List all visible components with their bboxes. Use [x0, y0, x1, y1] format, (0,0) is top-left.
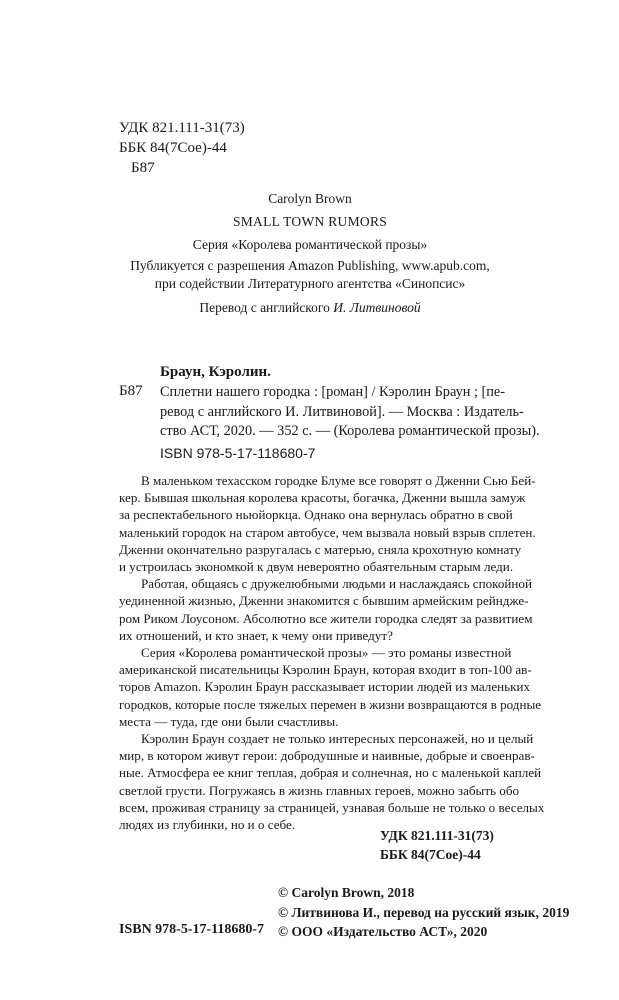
catalog-isbn: ISBN 978-5-17-118680-7 — [160, 445, 316, 461]
catalog-description — [160, 383, 540, 442]
annotation-line: места — туда, где они были счастливы. — [119, 713, 339, 729]
copyright-block — [278, 883, 569, 942]
catalog-author-mark: Б87 — [119, 383, 143, 399]
bottom-udk-code: УДК 821.111-31(73) — [380, 828, 494, 843]
catalog-line: ревод с английского И. Литвиновой]. — Москва : Издатель- — [160, 403, 524, 420]
annotation-line: В маленьком техасском городке Блуме все говорят о Дженни Сью Бей- — [141, 473, 536, 488]
catalog-heading: Браун, Кэролин. — [160, 364, 271, 380]
translator-name: И. Литвиновой — [333, 300, 421, 315]
copyright-line: © Литвинова И., перевод на русский язык, 2019 — [278, 904, 570, 920]
permission-line-1: Публикуется с разрешения Amazon Publishing, www.apub.com, — [130, 258, 490, 273]
udk-code: УДК 821.111-31(73) — [119, 120, 245, 136]
annotation-text — [119, 472, 545, 833]
catalog-line: Сплетни нашего городка : [роман] / Кэролин Браун ; [пе- — [160, 384, 506, 400]
bottom-classification — [380, 826, 494, 864]
annotation-line: и устроилась экономкой к двум невероятно обаятельным старым леди. — [119, 559, 514, 575]
bbk-code: ББК 84(7Сое)-44 — [119, 140, 227, 156]
classification-block — [119, 118, 319, 178]
original-author: Carolyn Brown — [268, 191, 352, 206]
annotation-line: Работая, общаясь с дружелюбными людьми и наслаждаясь спокойной — [141, 576, 532, 592]
bottom-isbn: ISBN 978-5-17-118680-7 — [119, 922, 265, 937]
annotation-line: ные. Атмосфера ее книг теплая, добрая и солнечная, но с маленькой каплей — [119, 765, 542, 781]
annotation-line: уединенной жизнью, Дженни знакомится с бывшим армейским рейндже- — [119, 593, 529, 609]
annotation-line: маленький городок на старом автобусе, чем вызвала новый взрыв сплетен. — [119, 524, 536, 540]
annotation-line: всем, проживая страницу за страницей, узнавая больше не только о веселых — [119, 799, 545, 815]
author-mark: Б87 — [131, 160, 155, 176]
annotation-line: их отношений, и кто знает, к чему они приведут? — [119, 627, 393, 643]
annotation-line: Дженни окончательно разругалась с матерью, сняла крохотную комнату — [119, 541, 522, 557]
annotation-line: американской писательницы Кэролин Браун, которая входит в топ-100 ав- — [119, 662, 532, 678]
annotation-line: кер. Бывшая школьная королева красоты, богачка, Дженни вышла замуж — [119, 490, 526, 506]
bottom-bbk-code: ББК 84(7Сое)-44 — [380, 847, 481, 862]
annotation-line: ром Риком Лоусоном. Абсолютно все жители городка следят за развитием — [119, 610, 533, 626]
annotation-line: торов Amazon. Кэролин Браун рассказывает истории людей из маленьких — [119, 679, 531, 695]
annotation-line: светлой грусти. Погружаясь в жизнь главных героев, можно забыть обо — [119, 782, 520, 798]
permission-line-2: при содействии Литературного агентства «Синопсис» — [154, 276, 466, 291]
annotation-line: мир, в котором живут герои: добродушные и наивные, добрые и своенрав- — [119, 748, 535, 764]
annotation-line: Кэролин Браун создает не только интересных персонажей, но и целый — [141, 731, 534, 747]
permission-notice — [119, 257, 501, 293]
copyright-line: © ООО «Издательство АСТ», 2020 — [278, 924, 488, 939]
series-line: Серия «Королева романтической прозы» — [192, 237, 428, 252]
annotation-line: городков, которые после тяжелых перемен в жизни возвращаются в родные — [119, 696, 542, 712]
translation-credit — [119, 299, 501, 317]
copyright-line: © Carolyn Brown, 2018 — [278, 885, 415, 900]
annotation-line: за респектабельного ньюйоркца. Однако она вернулась обратно в свой — [119, 507, 513, 523]
catalog-line: ство АСТ, 2020. — 352 с. — (Королева романтической прозы). — [160, 423, 540, 439]
translation-prefix: Перевод с английского — [199, 300, 334, 315]
original-title: SMALL TOWN RUMORS — [232, 214, 388, 229]
annotation-line: Серия «Королева романтической прозы» — это романы известной — [141, 645, 512, 661]
annotation-line: людях из глубинки, но и о себе. — [119, 817, 296, 833]
